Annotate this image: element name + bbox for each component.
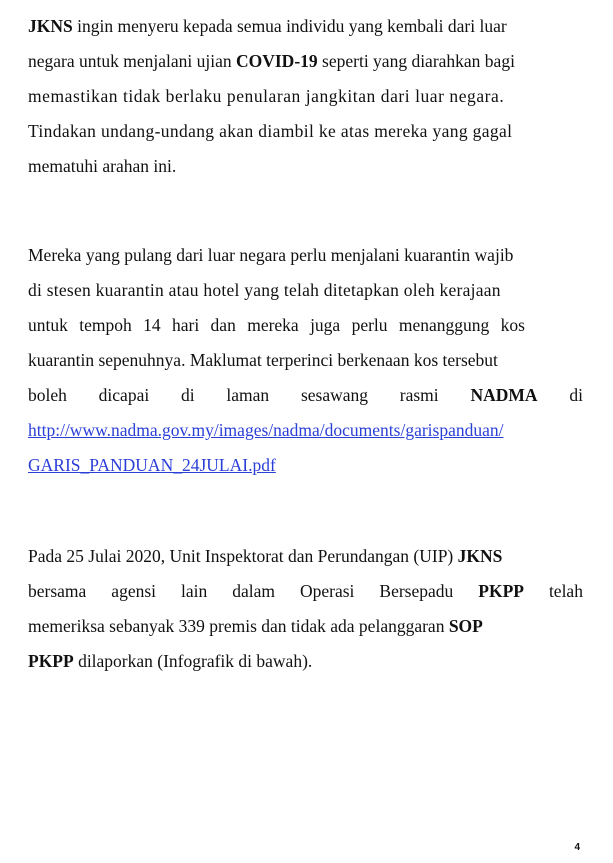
paragraph-line xyxy=(28,44,583,79)
paragraph-line: mematuhi arahan ini. xyxy=(28,156,177,176)
text: memeriksa sebanyak 339 premis dan tidak ada pelanggaran xyxy=(28,616,449,636)
word: di xyxy=(569,385,583,405)
word: Bersepadu xyxy=(379,581,454,601)
paragraph-line xyxy=(28,609,583,644)
text: Pada 25 Julai 2020, Unit Inspektorat dan Perundangan (UIP) xyxy=(28,546,458,566)
word: rasmi xyxy=(399,385,439,405)
paragraph-line: di stesen kuarantin atau hotel yang telah ditetapkan oleh kerajaan xyxy=(28,280,501,300)
word: dalam xyxy=(232,581,275,601)
word: dicapai xyxy=(98,385,150,405)
paragraph-line: kuarantin sepenuhnya. Maklumat terperinci berkenaan kos tersebut xyxy=(28,350,498,370)
nadma-guideline-link-continued[interactable]: GARIS_PANDUAN_24JULAI.pdf xyxy=(28,455,276,475)
nadma-link-line xyxy=(28,413,583,448)
paragraph-quarantine-info xyxy=(28,238,583,483)
paragraph-line-justified xyxy=(28,378,583,413)
bold-text: JKNS xyxy=(28,16,73,36)
text: dilaporkan (Infografik di bawah). xyxy=(73,651,313,671)
text: seperti yang diarahkan bagi xyxy=(317,51,515,71)
word: di xyxy=(180,385,195,405)
word: telah xyxy=(548,581,583,601)
paragraph-line xyxy=(28,539,583,574)
word: laman xyxy=(226,385,270,405)
bold-word-pkpp: PKPP xyxy=(478,581,524,601)
paragraph-line: untuk tempoh 14 hari dan mereka juga perlu menanggung kos xyxy=(28,315,525,335)
paragraph-line: memastikan tidak berlaku penularan jangkitan dari luar negara. xyxy=(28,86,505,106)
paragraph-line: Tindakan undang-undang akan diambil ke atas mereka yang gagal xyxy=(28,121,513,141)
nadma-link-line xyxy=(28,448,583,483)
text: ingin menyeru kepada semua individu yang kembali dari luar xyxy=(72,16,507,36)
word: sesawang xyxy=(300,385,368,405)
paragraph-inspection-report xyxy=(28,539,583,679)
word: agensi xyxy=(111,581,157,601)
paragraph-line: Mereka yang pulang dari luar negara perlu menjalani kuarantin wajib xyxy=(28,245,514,265)
nadma-guideline-link[interactable]: http://www.nadma.gov.my/images/nadma/documents/garispanduan/ xyxy=(28,420,504,440)
bold-text: SOP xyxy=(448,616,483,636)
paragraph-line-justified xyxy=(28,574,583,609)
bold-text: COVID-19 xyxy=(235,51,318,71)
paragraph-line xyxy=(28,644,583,679)
word: bersama xyxy=(28,581,87,601)
bold-text: JKNS xyxy=(457,546,503,566)
page-number: 4 xyxy=(574,842,580,853)
paragraph-line xyxy=(28,9,583,44)
word: lain xyxy=(181,581,208,601)
bold-word-nadma: NADMA xyxy=(470,385,538,405)
text: negara untuk menjalani ujian xyxy=(28,51,236,71)
paragraph-jkns-appeal xyxy=(28,9,583,184)
word: boleh xyxy=(28,385,67,405)
bold-text: PKPP xyxy=(28,651,74,671)
word: Operasi xyxy=(299,581,355,601)
